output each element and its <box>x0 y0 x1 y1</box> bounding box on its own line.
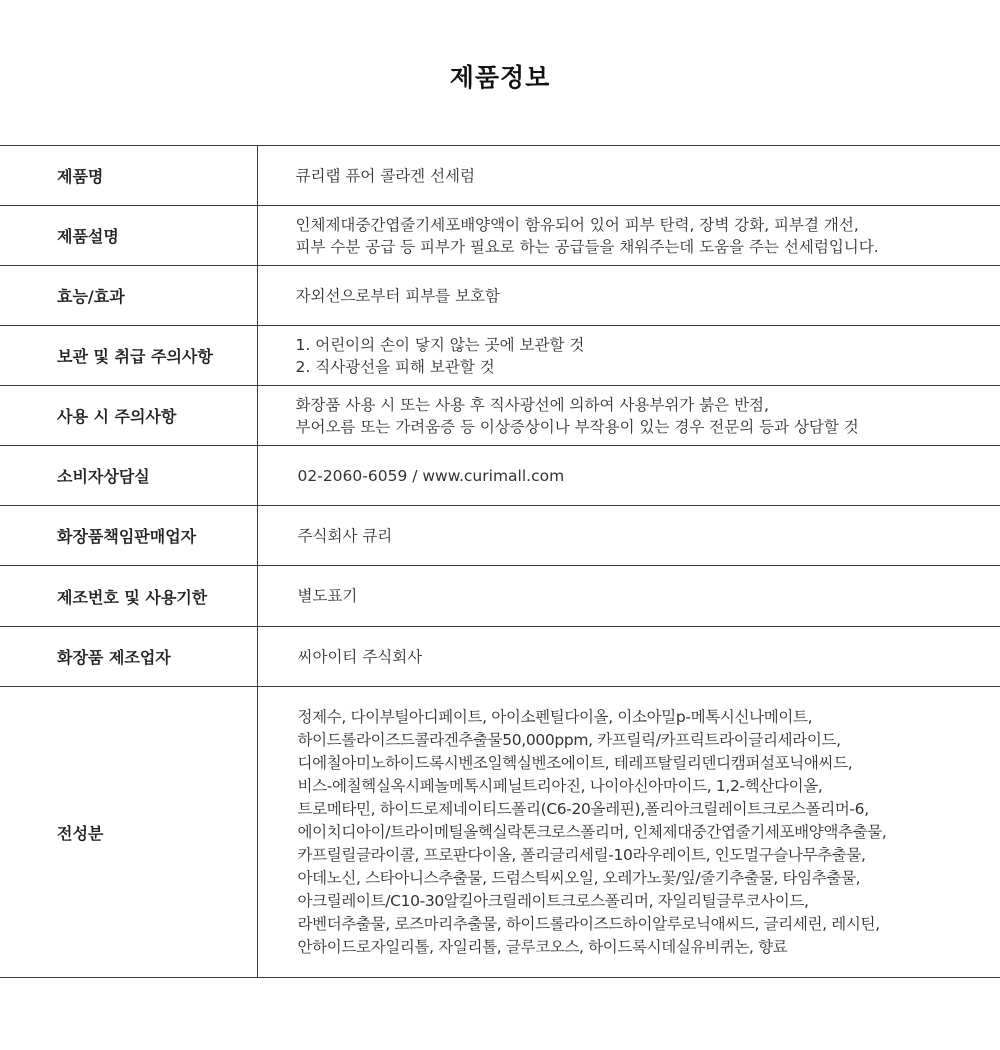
value-ingredients: 정제수, 다이부틸아디페이트, 아이소펜틸다이올, 이소아밀p-메톡시신나메이트, 하이드롤라이즈드콜라겐추출물50,000ppm, 카프릴릭/카프릭트라이글리세라이드, 디에칠아미노하이드록시벤조일헥실벤조에이트, 테레프탈릴리덴디캠퍼설포닉애씨드, 비스-에칠헥실옥시페놀메톡시페닐트리아진, 나이아신아마이드, 1,2-헥산다이올, 트로메타민, 하이드로제네이티드폴리(C6-20올레핀),폴리아크릴레이트크로스폴리머-6, 에이치디아이/트라이메틸올헥실락톤크로스폴리머, 인체제대중간엽줄기세포배양액추출물, 카프릴릴글라이콜, 프로판다이올, 폴리글리세릴-10라우레이트, 인도멀구슬나무추출물, 아데노신, 스타아니스추출물, 드럼스틱씨오일, 오레가노꽃/잎/줄기추출물, 타임추출물, 아크릴레이트/C10-30알킬아크릴레이트크로스폴리머, 자일리틸글루코사이드, 라벤더추출물, 로즈마리추출물, 하이드롤라이즈드하이알루로닉애씨드, 글리세린, 레시틴, 안하이드로자일리톨, 자일리톨, 글루코오스, 하이드록시데실유비퀴논, 향료 <box>297 707 887 956</box>
row-usage-precautions <box>0 386 1000 446</box>
value-efficacy: 자외선으로부터 피부를 보호함 <box>295 286 501 305</box>
label-usage-precautions: 사용 시 주의사항 <box>0 386 257 446</box>
row-customer-service <box>0 446 1000 506</box>
label-responsible-seller: 화장품책임판매업자 <box>0 506 257 566</box>
label-product-description: 제품설명 <box>0 206 257 266</box>
value-usage-precautions: 화장품 사용 시 또는 사용 후 직사광선에 의하여 사용부위가 붉은 반점, 부어오름 또는 가려움증 등 이상증상이나 부작용이 있는 경우 전문의 등과 상담할 것 <box>295 395 859 436</box>
row-responsible-seller <box>0 506 1000 566</box>
row-product-description <box>0 206 1000 266</box>
row-efficacy <box>0 266 1000 326</box>
row-product-name <box>0 146 1000 206</box>
value-lot-expiry: 별도표기 <box>297 587 358 605</box>
row-ingredients <box>0 687 1000 978</box>
label-ingredients: 전성분 <box>0 687 257 978</box>
value-responsible-seller: 주식회사 큐리 <box>297 526 393 545</box>
row-storage-precautions <box>0 326 1000 386</box>
value-product-description: 인체제대중간엽줄기세포배양액이 함유되어 있어 피부 탄력, 장벽 강화, 피부결 개선, 피부 수분 공급 등 피부가 필요로 하는 공급들을 채워주는데 도움을 주는 선세럼입니다. <box>295 215 879 256</box>
label-customer-service: 소비자상담실 <box>0 446 257 506</box>
value-storage-precautions: 1. 어린이의 손이 닿지 않는 곳에 보관할 것 2. 직사광선을 피해 보관할 것 <box>295 335 585 376</box>
label-storage-precautions: 보관 및 취급 주의사항 <box>0 326 257 386</box>
value-product-name: 큐리랩 퓨어 콜라겐 선세럼 <box>295 166 475 185</box>
value-customer-service: 02-2060-6059 / www.curimall.com <box>297 466 565 485</box>
row-lot-expiry <box>0 566 1000 627</box>
label-product-name: 제품명 <box>0 146 257 206</box>
row-manufacturer <box>0 627 1000 687</box>
label-manufacturer: 화장품 제조업자 <box>0 627 257 687</box>
label-lot-expiry: 제조번호 및 사용기한 <box>0 566 257 627</box>
product-info-table <box>0 145 1000 978</box>
value-manufacturer: 씨아이티 주식회사 <box>297 647 423 666</box>
label-efficacy: 효능/효과 <box>0 266 257 326</box>
page-title: 제품정보 <box>449 63 551 92</box>
